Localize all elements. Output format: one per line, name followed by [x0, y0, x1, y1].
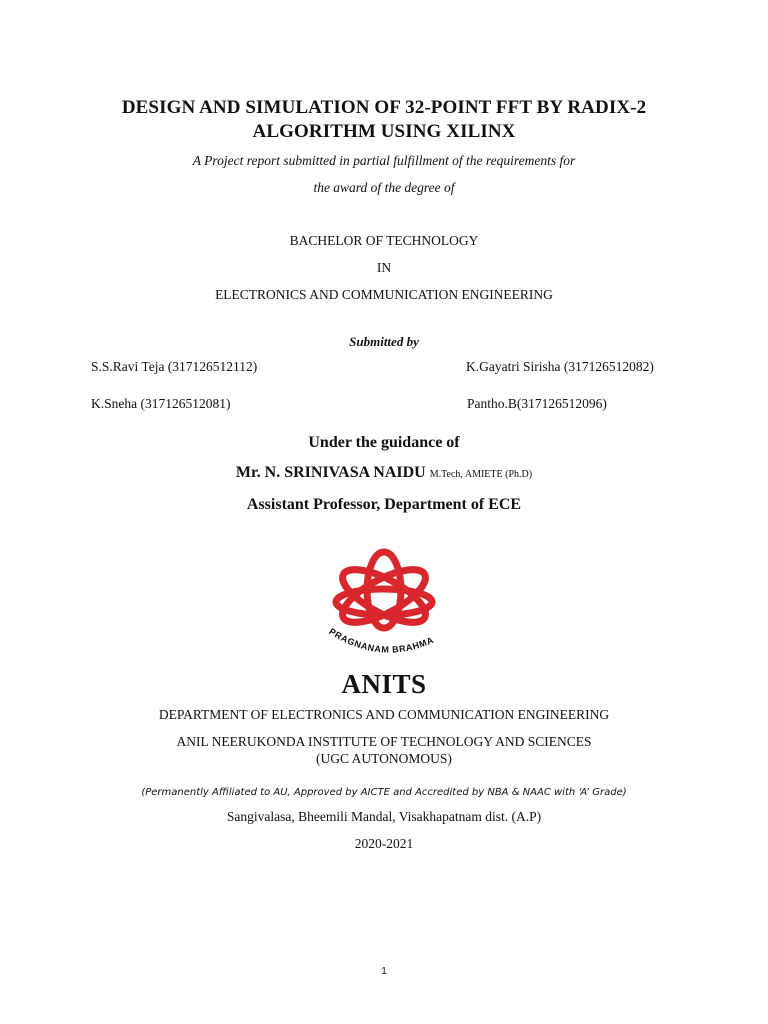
report-title-line-2: ALGORITHM USING XILINX	[252, 121, 516, 142]
anits-logo-emblem-icon	[314, 544, 454, 674]
guide-qualifications: M.Tech, AMIETE (Ph.D)	[429, 469, 533, 480]
guidance-heading: Under the guidance of	[308, 434, 460, 451]
anits-logo	[314, 544, 454, 674]
autonomous-status: (UGC AUTONOMOUS)	[316, 751, 452, 766]
degree-in: IN	[376, 260, 392, 275]
branch-name: ELECTRONICS AND COMMUNICATION ENGINEERING	[215, 287, 553, 302]
student-4: Pantho.B(317126512096)	[467, 396, 607, 411]
report-title-line-1: DESIGN AND SIMULATION OF 32-POINT FFT BY RADIX-2	[121, 97, 647, 118]
guide-designation: Assistant Professor, Department of ECE	[246, 496, 522, 513]
institute-name: ANIL NEERUKONDA INSTITUTE OF TECHNOLOGY AND SCIENCES	[176, 734, 592, 749]
guide-line	[0, 464, 768, 482]
academic-year: 2020-2021	[354, 836, 414, 851]
affiliation-note: (Permanently Affiliated to AU, Approved by AICTE and Accredited by NBA & NAAC with ‘A’ Grade)	[141, 787, 627, 798]
department-name: DEPARTMENT OF ELECTRONICS AND COMMUNICATION ENGINEERING	[158, 707, 610, 722]
submitted-by-label: Submitted by	[349, 334, 419, 349]
degree-name: BACHELOR OF TECHNOLOGY	[289, 233, 479, 248]
subtitle-line-2: the award of the degree of	[313, 180, 455, 195]
logo-name: ANITS	[341, 669, 427, 699]
subtitle-line-1: A Project report submitted in partial fulfillment of the requirements for	[192, 153, 576, 168]
page-number: 1	[381, 966, 387, 977]
student-2: K.Gayatri Sirisha (317126512082)	[466, 359, 654, 374]
student-1: S.S.Ravi Teja (317126512112)	[91, 359, 258, 374]
student-3: K.Sneha (317126512081)	[91, 396, 231, 411]
logo-motto: PRAGNANAM BRAHMA	[327, 626, 436, 655]
guide-name: Mr. N. SRINIVASA NAIDU	[235, 464, 426, 481]
institute-address: Sangivalasa, Bheemili Mandal, Visakhapatnam dist. (A.P)	[226, 809, 542, 824]
